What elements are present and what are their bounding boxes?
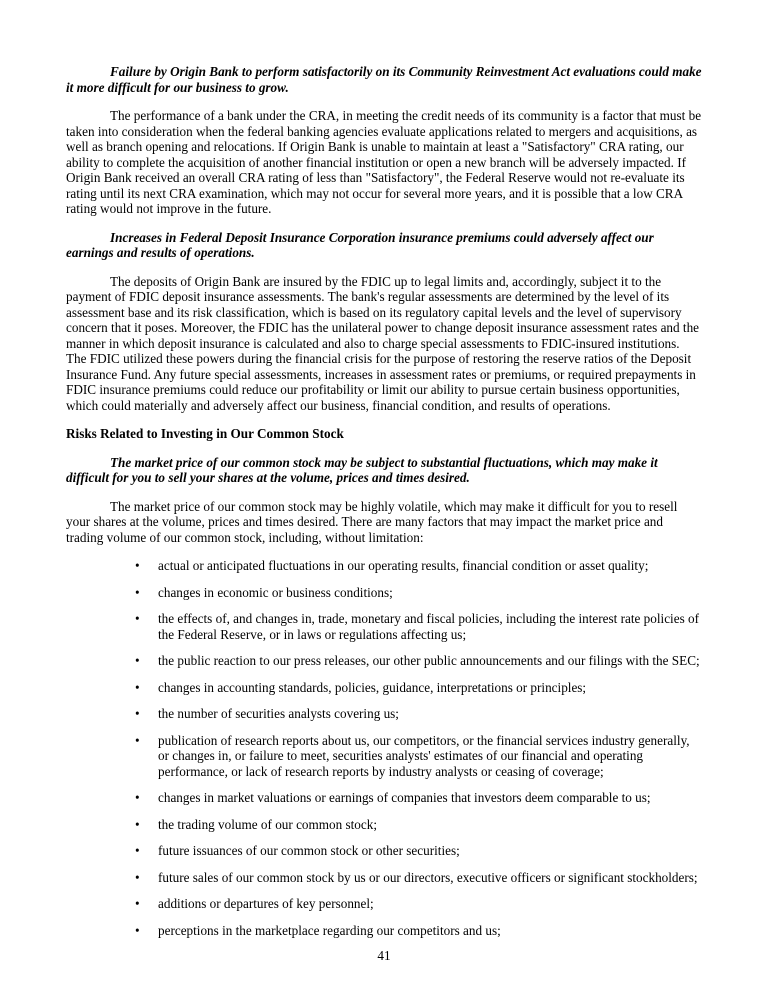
bullet-icon: •	[135, 922, 140, 938]
bullet-icon: •	[135, 790, 140, 805]
page-number: 41	[377, 947, 391, 963]
list-item-text: changes in economic or business conditions;	[158, 584, 393, 600]
list-item	[135, 680, 702, 696]
bullet-icon: •	[135, 896, 140, 911]
paragraph-fdic: The deposits of Origin Bank are insured by the FDIC up to legal limits and, accordingly, subject it to the payment of FDIC deposit insurance assessments. The bank's regular assessments are determined by the level of its assessment base and its risk classification, which is based on its regulatory capital levels and the level of supervisory concern that it poses. Moreover, the FDIC has the unilateral power to change deposit insurance assessment rates and the manner in which deposit insurance is calculated and also to charge special assessments to FDIC-insured institutions. The FDIC utilized these powers during the financial crisis for the purpose of restoring the reserve ratios of the Deposit Insurance Fund. Any future special assessments, increases in assessment rates or premiums, or required prepayments in FDIC insurance premiums could reduce our profitability or limit our ability to pursue certain business opportunities, which could materially and adversely affect our business, financial condition, and results of operations.	[66, 273, 700, 413]
bullet-icon: •	[135, 584, 140, 600]
bullet-icon: •	[135, 732, 140, 748]
list-item-text: additions or departures of key personnel;	[158, 896, 374, 911]
risk-heading-fdic: Increases in Federal Deposit Insurance Corporation insurance premiums could adversely affect our earnings and results of operations.	[66, 229, 654, 260]
risk-heading-market-price: The market price of our common stock may be subject to substantial fluctuations, which may make it difficult for you to sell your shares at the volume, prices and times desired.	[66, 454, 658, 485]
list-item	[135, 733, 702, 780]
list-item-text: the trading volume of our common stock;	[158, 816, 378, 832]
bullet-icon: •	[135, 653, 140, 668]
list-item	[135, 790, 702, 806]
paragraph-market-price: The market price of our common stock may be highly volatile, which may make it difficult for you to resell your shares at the volume, prices and times desired. There are many factors that may impact the market price and trading volume of our common stock, including, without limitation:	[66, 498, 678, 545]
list-item-text: changes in accounting standards, policies, guidance, interpretations or principles;	[158, 679, 587, 695]
list-item	[135, 558, 702, 574]
list-item-text: the effects of, and changes in, trade, monetary and fiscal policies, including the interest rate policies of the Federal Reserve, or in laws or regulations affecting us;	[158, 611, 699, 642]
list-item	[135, 585, 702, 601]
list-item-text: publication of research reports about us, our competitors, or the financial services industry generally, or changes in, or failure to meet, securities analysts' estimates of our financial and operating performance, or lack of research reports by industry analysts or ceasing of coverage;	[158, 732, 690, 779]
section-heading-common-stock: Risks Related to Investing in Our Common Stock	[66, 426, 344, 441]
list-item	[135, 843, 702, 859]
list-item-text: perceptions in the marketplace regarding our competitors and us;	[158, 922, 501, 938]
bullet-icon: •	[135, 869, 140, 885]
list-item	[135, 817, 702, 833]
bullet-icon: •	[135, 679, 140, 695]
list-item-text: changes in market valuations or earnings of companies that investors deem comparable to us;	[158, 790, 651, 805]
paragraph-cra: The performance of a bank under the CRA, in meeting the credit needs of its community is a factor that must be taken into consideration when the federal banking agencies evaluate applications related to mergers and acquisitions, as well as branch opening and relocations. If Origin Bank is unable to maintain at least a "Satisfactory" CRA rating, our ability to complete the acquisition of another financial institution or open a new branch will be adversely impacted. If Origin Bank received an overall CRA rating of less than "Satisfactory", the Federal Reserve would not re-evaluate its rating until its next CRA examination, which may not occur for several more years, and it is possible that a low CRA rating would not improve in the future.	[66, 108, 702, 216]
bullet-list	[66, 558, 702, 938]
list-item	[135, 653, 702, 669]
list-item	[135, 870, 702, 886]
bullet-icon: •	[135, 843, 140, 858]
list-item-text: actual or anticipated fluctuations in our operating results, financial condition or asset quality;	[158, 558, 649, 573]
list-item-text: the public reaction to our press releases, our other public announcements and our filings with the SEC;	[158, 653, 700, 668]
bullet-icon: •	[135, 706, 140, 721]
list-item-text: future issuances of our common stock or other securities;	[158, 843, 460, 858]
bullet-icon: •	[135, 558, 140, 573]
list-item	[135, 611, 702, 642]
list-item	[135, 923, 702, 939]
risk-heading-cra: Failure by Origin Bank to perform satisfactorily on its Community Reinvestment Act evaluations could make it more difficult for our business to grow.	[66, 64, 702, 95]
list-item	[135, 896, 702, 912]
list-item-text: future sales of our common stock by us or our directors, executive officers or significant stockholders;	[158, 869, 698, 885]
bullet-icon: •	[135, 611, 140, 626]
list-item-text: the number of securities analysts covering us;	[158, 706, 399, 721]
bullet-icon: •	[135, 816, 140, 832]
list-item	[135, 706, 702, 722]
